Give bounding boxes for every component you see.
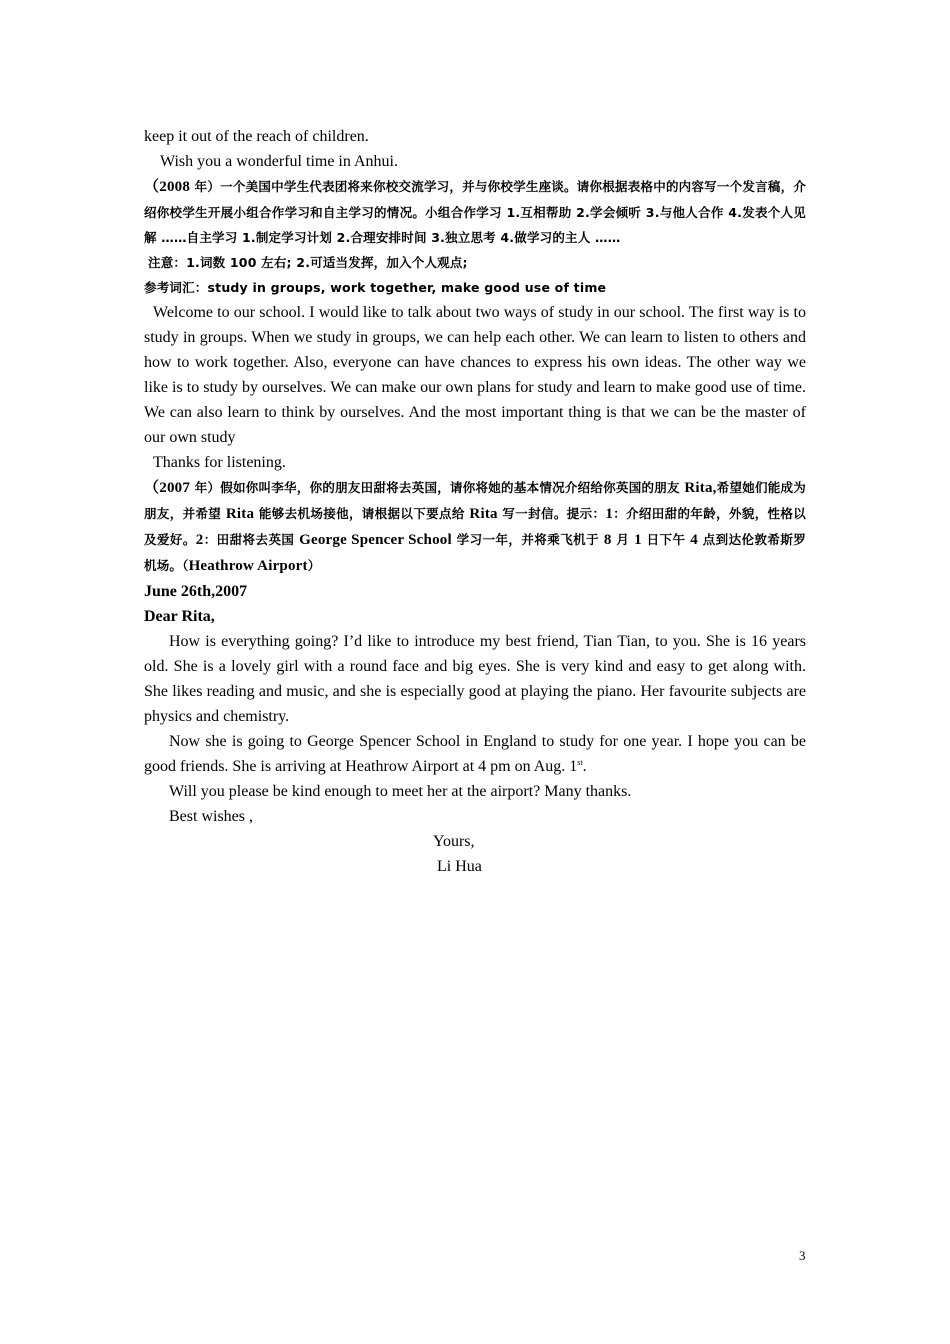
previous-text-end: keep it out of the reach of children. [144,128,369,145]
letter-paragraph-3: Will you please be kind enough to meet her at the airport? Many thanks. [169,783,632,800]
ordinal-superscript: st [577,758,583,767]
wish-line: Wish you a wonderful time in Anhui. [160,153,398,170]
question-2008-prompt: （2008 年）一个美国中学生代表团将来你校交流学习，并与你校学生座谈。请你根据表格中的内容写一个发言稿，介绍你校学生开展小组合作学习和自主学习的情况。小组合作学习 1.互相帮助 2.学会倾听 3.与他人合作 4.发表个人见解 ……自主学习 1.制定学习计划 2.合理安排时间 3.独立思考 4.做学习的主人 …… [144,179,807,245]
document-page [144,124,806,879]
letter-signature: Li Hua [437,858,482,875]
letter-date: June 26th,2007 [144,583,248,600]
question-2008-vocab: 参考词汇：study in groups, work together, make good use of time [144,280,607,295]
letter-paragraph-2: Now she is going to George Spencer School in England to study for one year. I hope you can be good friends. She is arriving at Heathrow Airport at 4 pm on Aug. 1st. [144,733,806,775]
letter-greeting: Dear Rita, [144,608,215,625]
question-2007-prompt: （2007 年）假如你叫李华，你的朋友田甜将去英国，请你将她的基本情况介绍给你英国的朋友 Rita,希望她们能成为朋友，并希望 Rita 能够去机场接他，请根据以下要点给 Rita 写一封信。提示：1：介绍田甜的年龄，外貌，性格以及爱好。2：田甜将去英国 George Spencer School 学习一年，并将乘飞机于 8 月 1 日下午 4 点到达伦敦希斯罗机场。（Heathrow Airport） [144,480,806,574]
essay-2008-closing: Thanks for listening. [153,454,286,471]
letter-paragraph-1: How is everything going? I’d like to introduce my best friend, Tian Tian, to you. She is 16 years old. She is a lovely girl with a round face and big eyes. She is very kind and easy to get along with. She likes reading and music, and she is especially good at playing the piano. Her favourite subjects are physics and chemistry. [144,633,806,725]
question-2008-note: 注意：1.词数 100 左右; 2.可适当发挥，加入个人观点; [148,255,468,270]
letter-wishes: Best wishes , [169,808,253,825]
page-number: 3 [799,1248,806,1263]
letter-yours: Yours, [433,833,475,850]
essay-2008-body: Welcome to our school. I would like to talk about two ways of study in our school. The first way is to study in groups. When we study in groups, we can help each other. We can learn to listen to others and how to work together. Also, everyone can have chances to express his own ideas. The other way we like is to study by ourselves. We can make our own plans for study and learn to make good use of time. We can also learn to think by ourselves. And the most important thing is that we can be the master of our own study [144,304,806,446]
